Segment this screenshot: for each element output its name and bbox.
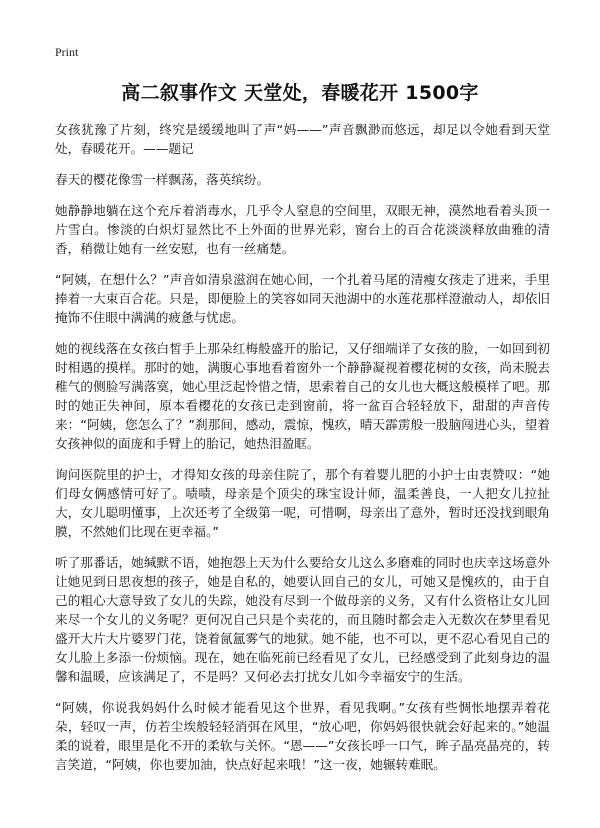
article-title: 高二叙事作文 天堂处，春暖花开 1500字 — [121, 82, 479, 104]
paragraph: “阿姨，在想什么？”声音如清泉滋润在她心间，一个扎着马尾的清瘦女孩走了进来，手里捧着一大束百合花。只是，即便脸上的笑容如同天池湖中的水莲花那样澄澈动人，却依旧掩饰不住眼中满满的疲惫与忧虑。 — [55, 272, 550, 325]
paragraph: 她静静地躺在这个充斥着消毒水，几乎令人窒息的空间里，双眼无神，漠然地看着头顶一片雪白。惨淡的白炽灯显然比不上外面的世界光彩，窗台上的百合花淡淡释放曲雅的清香，稍微让她有一丝安慰，也有一丝痛楚。 — [55, 203, 550, 256]
paragraph: “阿姨，你说我妈妈什么时候才能看见这个世界，看见我啊。”女孩有些惆怅地摆弄着花朵，轻叹一声，仿若尘埃般轻轻消弭在风里，“放心吧，你妈妈很快就会好起来的。”她温柔的说着，眼里是化不开的柔软与关怀。“恩——”女孩长呼一口气，眸子晶亮晶亮的，转言笑道，“阿姨，你也要加油，快点好起来哦！”这一夜，她辗转难眠。 — [55, 700, 550, 772]
paragraph: 她的视线落在女孩白皙手上那朵红梅般盛开的胎记，又仔细端详了女孩的脸，一如回到初时相遇的摸样。那时的她，满腹心事地看着窗外一个静静凝视着樱花树的女孩，尚未脱去稚气的侧脸写满落寞，她心里泛起怜惜之情，思索着自己的女儿也大概这般模样了吧。那时的她正失神间，原本看樱花的女孩已走到窗前，将一盆百合轻轻放下，甜甜的声音传来：“阿姨，您怎么了？”刹那间，感动，震惊，愧疚，晴天霹雳般一股脑闯进心头，望着女孩神似的面庞和手臂上的胎记，她热泪盈眶。 — [55, 341, 550, 451]
paragraph: 询问医院里的护士，才得知女孩的母亲住院了，那个有着婴儿肥的小护士由衷赞叹：“她们母女俩感情可好了。啧啧，母亲是个顶尖的珠宝设计师，温柔善良，一人把女儿拉扯大，女儿聪明懂事，上次还考了全级第一呢，可惜啊，母亲出了意外，暂时还没找到眼角膜，不然她们比现在更幸福。” — [55, 467, 550, 539]
print-link[interactable]: Print — [55, 45, 79, 59]
paragraph: 听了那番话，她缄默不语，她抱怨上天为什么要给女儿这么多磨难的同时也庆幸这场意外让她见到日思夜想的孩子，她是自私的，她要认回自己的女儿，可她又是愧疚的，由于自己的粗心大意导致了女儿的失踪，她没有尽到一个做母亲的义务，又有什么资格让女儿回来尽一个女儿的义务呢？更何况自己只是个卖花的，而且随时都会走入无数次在梦里看见盛开大片大片婆罗门花，饶着氤氲雾气的地狱。她不能，也不可以，更不忍心看见自己的女儿脸上多添一份烦恼。现在，她在临死前已经看见了女儿，已经感受到了此刻身边的温馨和温暖，应该满足了，不是吗？又何必去打扰女儿如今幸福安宁的生活。 — [55, 555, 550, 684]
paragraph-epigraph: 女孩犹豫了片刻，终究是缓缓地叫了声“妈——”声音飘渺而悠远，却足以令她看到天堂处，春暖花开。——题记 — [55, 122, 550, 156]
paragraph: 春天的樱花像雪一样飘荡，落英缤纷。 — [55, 172, 270, 187]
article-body — [55, 120, 550, 786]
